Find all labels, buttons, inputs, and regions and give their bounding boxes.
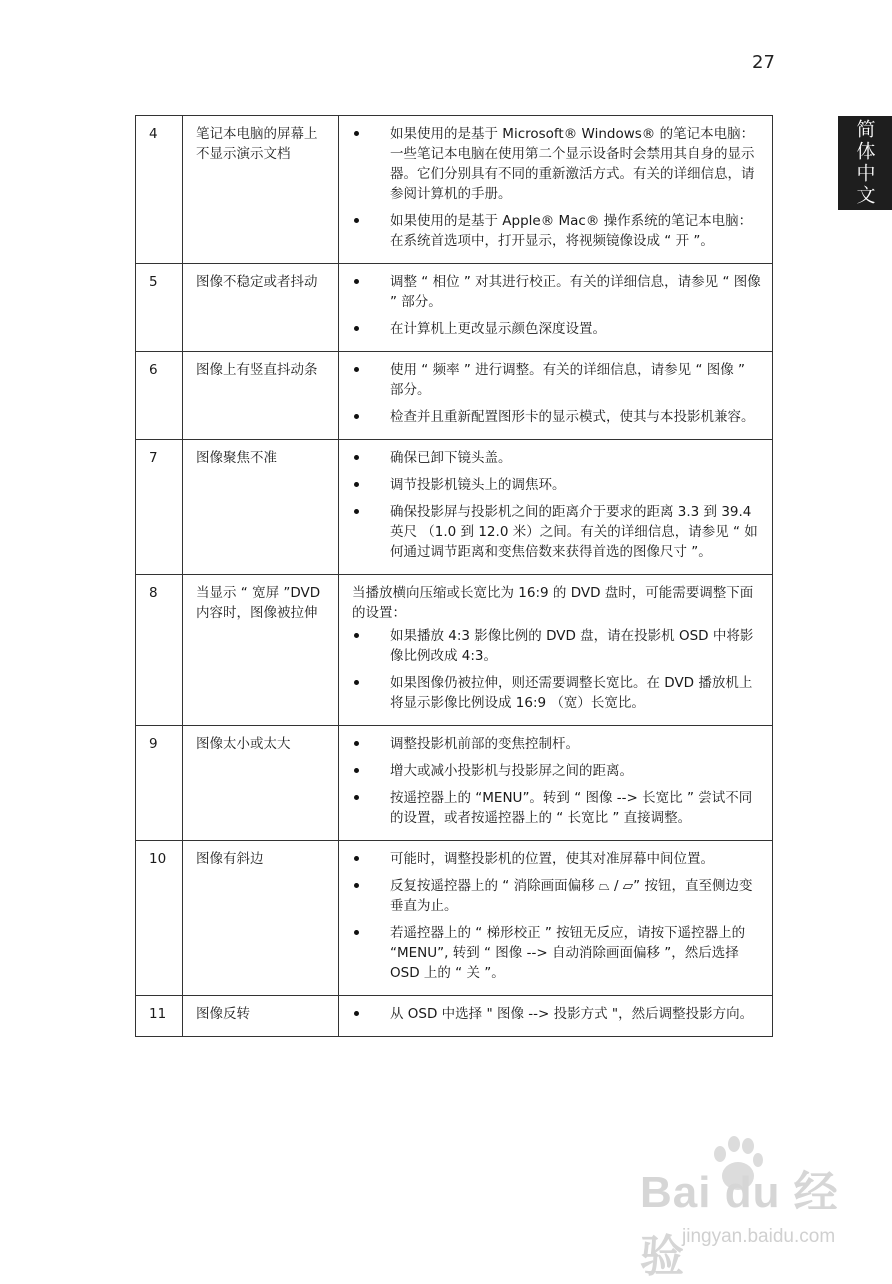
language-tab: 简体中文 [838,116,892,210]
bullet-icon [354,218,359,223]
bullet-icon [354,414,359,419]
list-item [352,407,762,427]
bullet-icon [354,883,359,888]
table-row [136,726,773,841]
row-number: 4 [136,116,183,264]
list-item-text: 确保已卸下镜头盖。 [390,450,512,466]
list-item [352,124,762,204]
solution-list [352,448,762,562]
solution-cell [339,726,773,841]
table-row [136,996,773,1037]
list-item [352,734,762,754]
bullet-icon [354,326,359,331]
solution-list [352,124,762,251]
solution-cell [339,440,773,575]
table-row [136,440,773,575]
list-item-text: 如果使用的是基于 Microsoft® Windows® 的笔记本电脑：一些笔记本电脑在使用第二个显示设备时会禁用其自身的显示器。它们分别具有不同的重新激活方式。有关的详细信息，请参阅计算机的手册。 [390,126,755,202]
table-row [136,352,773,440]
list-item [352,211,762,251]
bullet-icon [354,279,359,284]
bullet-icon [354,455,359,460]
list-item-text: 调整 “ 相位 ” 对其进行校正。有关的详细信息，请参见 “ 图像 ” 部分。 [390,274,761,310]
solution-list [352,734,762,828]
row-number: 7 [136,440,183,575]
list-item-text: 如果使用的是基于 Apple® Mac® 操作系统的笔记本电脑：在系统首选项中，打开显示，将视频镜像设成 “ 开 ”。 [390,213,753,249]
list-item-text: 使用 “ 频率 ” 进行调整。有关的详细信息，请参见 “ 图像 ” 部分。 [390,362,746,398]
problem-cell: 图像太小或太大 [183,726,339,841]
list-item [352,272,762,312]
solution-cell [339,264,773,352]
table-row [136,841,773,996]
list-item [352,319,762,339]
bullet-icon [354,680,359,685]
list-item-text: 在计算机上更改显示颜色深度设置。 [390,321,606,337]
row-number: 11 [136,996,183,1037]
row-number: 6 [136,352,183,440]
solution-intro: 当播放横向压缩或长宽比为 16:9 的 DVD 盘时，可能需要调整下面的设置： [352,585,754,621]
list-item-text: 调整投影机前部的变焦控制杆。 [390,736,579,752]
solution-cell [339,352,773,440]
list-item [352,849,762,869]
list-item-text: 若遥控器上的 “ 梯形校正 ” 按钮无反应，请按下遥控器上的 “MENU”, 转到 “ 图像 --> 自动消除画面偏移 ”，然后选择 OSD 上的 “ 关 ”。 [390,925,746,981]
problem-cell: 图像上有竖直抖动条 [183,352,339,440]
table-row [136,116,773,264]
problem-cell: 图像不稳定或者抖动 [183,264,339,352]
table-row [136,264,773,352]
problem-cell: 图像有斜边 [183,841,339,996]
page-number: 27 [752,52,775,73]
list-item [352,360,762,400]
bullet-icon [354,509,359,514]
list-item [352,923,762,983]
table-row [136,575,773,726]
bullet-icon [354,741,359,746]
list-item [352,1004,762,1024]
bullet-icon [354,1011,359,1016]
solution-list [352,360,762,427]
row-number: 5 [136,264,183,352]
baidu-jingyan-watermark [640,1136,880,1281]
list-item-text: 反复按遥控器上的 “ 消除画面偏移 ⏢ / ⏥” 按钮，直至侧边变垂直为止。 [390,878,753,914]
row-number: 10 [136,841,183,996]
solution-list [352,1004,762,1024]
row-number: 8 [136,575,183,726]
bullet-icon [354,633,359,638]
list-item-text: 如果图像仍被拉伸，则还需要调整长宽比。在 DVD 播放机上将显示影像比例设成 16:9 （宽）长宽比。 [390,675,753,711]
solution-cell [339,575,773,726]
watermark-site: jingyan.baidu.com [682,1226,836,1247]
solution-cell [339,116,773,264]
list-item-text: 按遥控器上的 “MENU”。转到 “ 图像 --> 长宽比 ” 尝试不同的设置，或者按遥控器上的 “ 长宽比 ” 直接调整。 [390,790,753,826]
list-item-text: 增大或减小投影机与投影屏之间的距离。 [390,763,633,779]
list-item [352,788,762,828]
list-item-text: 可能时，调整投影机的位置，使其对准屏幕中间位置。 [390,851,714,867]
list-item [352,475,762,495]
list-item [352,626,762,666]
bullet-icon [354,856,359,861]
solution-cell [339,996,773,1037]
solution-list [352,849,762,983]
bullet-icon [354,795,359,800]
solution-list [352,626,762,713]
list-item-text: 确保投影屏与投影机之间的距离介于要求的距离 3.3 到 39.4 英尺 （1.0 到 12.0 米）之间。有关的详细信息，请参见 “ 如何通过调节距离和变焦倍数来获得首选的图像尺寸 ”。 [390,504,758,560]
list-item-text: 从 OSD 中选择 " 图像 --> 投影方式 "，然后调整投影方向。 [390,1006,754,1022]
list-item-text: 调节投影机镜头上的调焦环。 [390,477,566,493]
bullet-icon [354,768,359,773]
solution-list [352,272,762,339]
watermark-logo: Bai du 经验 [640,1168,839,1281]
problem-cell: 笔记本电脑的屏幕上不显示演示文档 [183,116,339,264]
bullet-icon [354,367,359,372]
list-item-text: 如果播放 4:3 影像比例的 DVD 盘，请在投影机 OSD 中将影像比例改成 4:3。 [390,628,754,664]
problem-cell: 图像聚焦不准 [183,440,339,575]
bullet-icon [354,930,359,935]
list-item [352,761,762,781]
problem-cell: 图像反转 [183,996,339,1037]
problem-cell: 当显示 “ 宽屏 ”DVD 内容时，图像被拉伸 [183,575,339,726]
list-item-text: 检查并且重新配置图形卡的显示模式，使其与本投影机兼容。 [390,409,755,425]
list-item [352,502,762,562]
list-item [352,876,762,916]
list-item [352,448,762,468]
row-number: 9 [136,726,183,841]
bullet-icon [354,131,359,136]
solution-cell [339,841,773,996]
bullet-icon [354,482,359,487]
list-item [352,673,762,713]
troubleshooting-table [135,115,773,1037]
